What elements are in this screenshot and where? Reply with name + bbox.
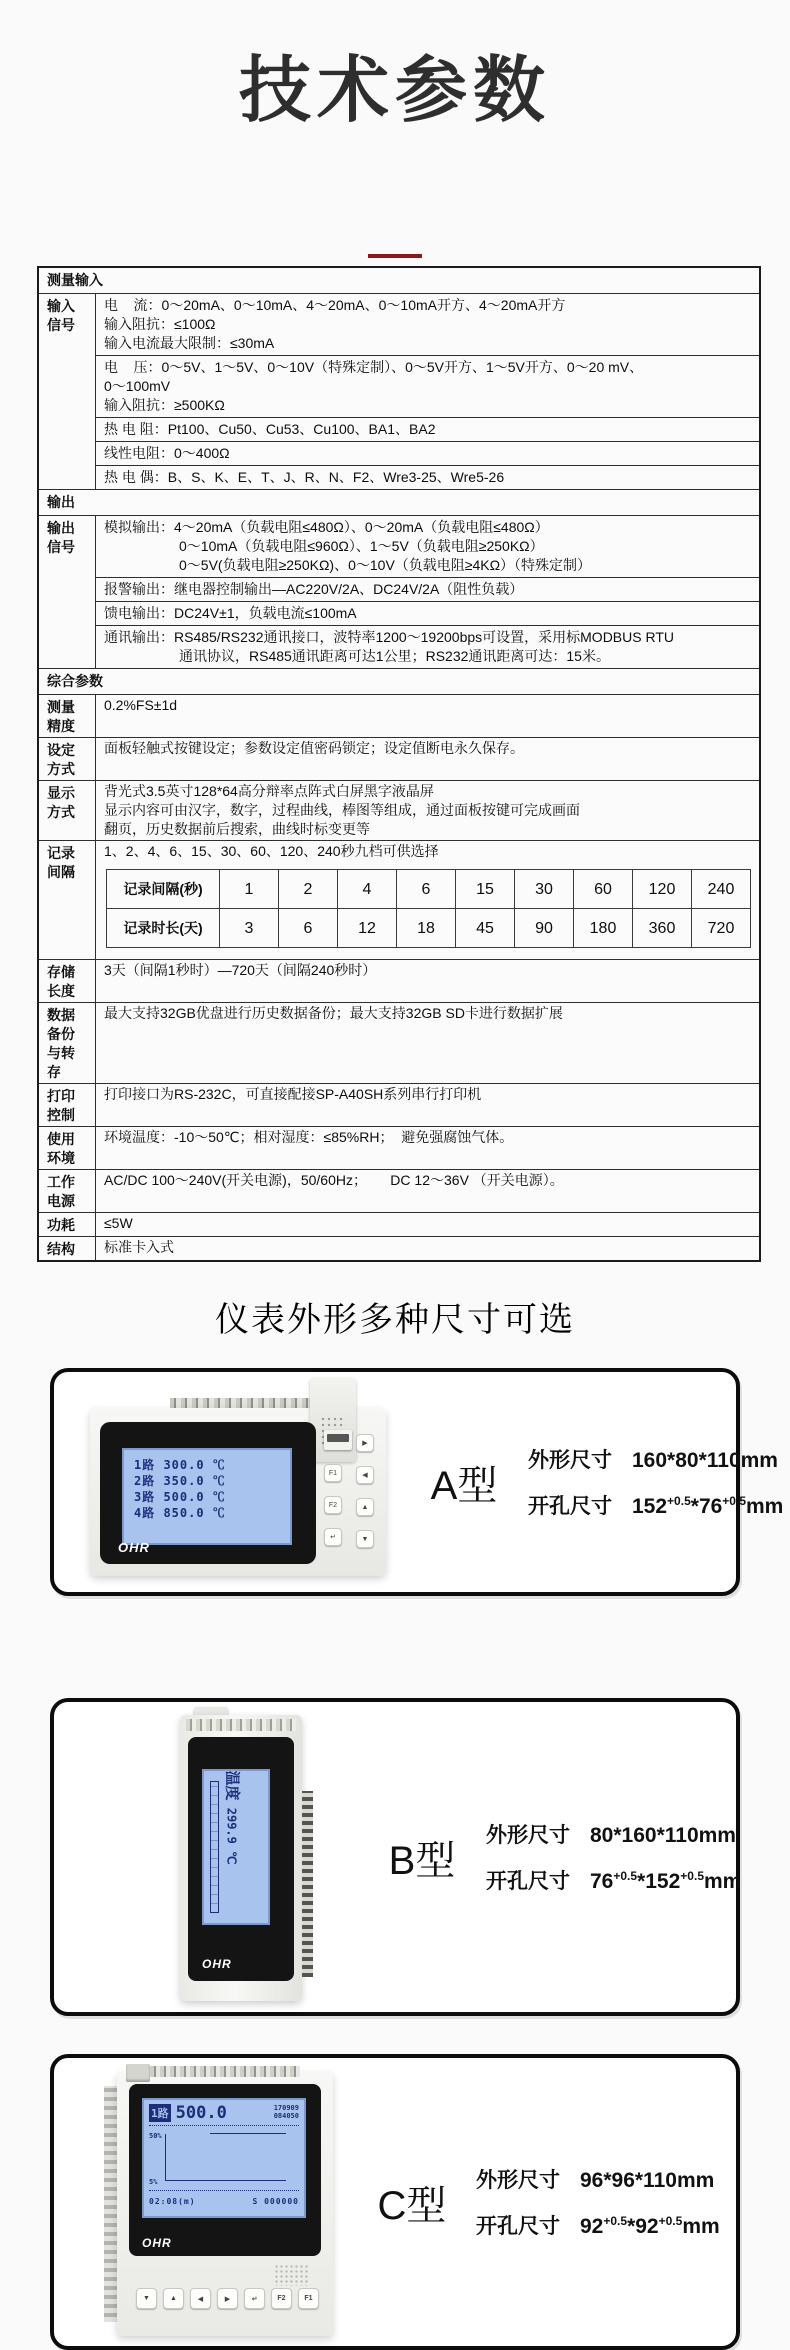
interval-cell: 360 — [633, 909, 692, 948]
interval-cell: 12 — [338, 909, 397, 948]
interval-row-label: 记录间隔(秒) — [107, 870, 220, 909]
section-header-output: 输出 — [38, 490, 760, 516]
input-rtd-spec: 热 电 阻：Pt100、Cu50、Cu53、Cu100、BA1、BA2 — [96, 418, 759, 442]
interval-seconds-row — [107, 870, 751, 909]
product-card-c — [50, 2054, 740, 2350]
front-panel — [129, 2084, 321, 2256]
interval-cell: 240 — [692, 870, 751, 909]
lcd-rotated-text: 温度 299.9 ℃ — [223, 1770, 242, 1865]
spec-row-storage — [38, 960, 760, 1003]
lcd-bargraph — [210, 1781, 219, 1913]
product-card-b — [50, 1698, 740, 2016]
row-label-environment: 使用环境 — [38, 1127, 96, 1170]
lcd-trend-chart — [149, 2125, 299, 2191]
interval-row-label: 记录时长(天) — [107, 909, 220, 948]
print-value: 打印接口为RS-232C，可直接配接SP-A40SH系列串行打印机 — [96, 1084, 761, 1127]
row-label-power: 工作电源 — [38, 1170, 96, 1213]
hole-size-label: 开孔尺寸 — [486, 1870, 570, 1893]
model-type-a: A型 — [430, 1463, 498, 1508]
keypad-column-2 — [356, 1434, 374, 1548]
front-panel — [100, 1422, 316, 1564]
spec-row-print — [38, 1084, 760, 1127]
lcd-line: 4路 850.0 ℃ — [134, 1506, 226, 1520]
brand-logo: OHR — [202, 1957, 232, 1971]
enter-key: ↵ — [244, 2288, 265, 2309]
interval-cell: 6 — [397, 870, 456, 909]
lcd-channel-chip: 1路 — [149, 2104, 171, 2122]
lcd-datetime: 170909 084050 — [273, 2104, 299, 2120]
page-title: 技术参数 — [238, 51, 551, 131]
dimensions-b — [486, 1819, 741, 1895]
interval-cell: 2 — [279, 870, 338, 909]
storage-value: 3天（间隔1秒时）—720天（间隔240秒时） — [96, 960, 761, 1003]
hole-size-value: $152^{+0.5}*76^{+0.5}mm$ — [632, 1494, 784, 1518]
outline-size-value: 160*80*110mm — [632, 1449, 778, 1472]
record-days-row — [107, 909, 751, 948]
spec-row-setting — [38, 738, 760, 781]
input-voltage-spec: 电 压：0～5V、1～5V、0～10V（特殊定制）、0～5V开方、1～5V开方、0～20 mV、 0～100mV 输入阻抗：≥500KΩ — [96, 356, 759, 418]
brand-logo: OHR — [142, 2236, 172, 2250]
interval-cell: 60 — [574, 870, 633, 909]
dimensions-a — [528, 1444, 783, 1520]
up-arrow-key: ▲ — [163, 2288, 184, 2309]
terminal-strip — [150, 2066, 300, 2077]
input-thermocouple-spec: 热 电 偶：B、S、K、E、T、J、R、N、F2、Wre3-25、Wre5-26 — [104, 469, 505, 485]
lcd-scale-top: 50% — [149, 2132, 162, 2140]
interval-cell: 120 — [633, 870, 692, 909]
side-fins — [104, 2086, 117, 2322]
lcd-step-trace — [165, 2134, 286, 2181]
f2-key: F2 — [324, 1496, 342, 1514]
outline-size-label: 外形尺寸 — [476, 2169, 560, 2192]
interval-cell: 18 — [397, 909, 456, 948]
setting-value: 面板轻触式按键设定；参数设定值密码锁定；设定值断电永久保存。 — [96, 738, 761, 781]
lcd-line: 2路 350.0 ℃ — [134, 1474, 226, 1488]
lcd-elapsed: 02:08(m) — [149, 2197, 196, 2206]
row-label-structure: 结构 — [38, 1237, 96, 1262]
product-photo-a — [84, 1378, 414, 1586]
row-label-accuracy: 测量精度 — [38, 695, 96, 738]
enter-key: ↵ — [324, 1528, 342, 1546]
interval-cell: 720 — [692, 909, 751, 948]
hole-size-value: $76^{+0.5}*152^{+0.5}mm$ — [590, 1869, 742, 1893]
interval-cell: 1 — [220, 870, 279, 909]
consumption-value: ≤5W — [96, 1213, 761, 1237]
hole-size-value: $92^{+0.5}*92^{+0.5}mm$ — [580, 2214, 720, 2238]
keypad-row — [136, 2288, 319, 2309]
interval-cell: 4 — [338, 870, 397, 909]
record-interval-table — [106, 869, 751, 948]
outline-size-label: 外形尺寸 — [528, 1449, 612, 1472]
up-arrow-key: ▲ — [356, 1498, 374, 1516]
section-row-general — [38, 669, 760, 695]
row-label-input-signal: 输入信号 — [38, 294, 96, 490]
row-label-setting: 设定方式 — [38, 738, 96, 781]
interval-cell: 6 — [279, 909, 338, 948]
spec-row-display — [38, 781, 760, 841]
spec-row-output-signal — [38, 516, 760, 669]
outline-size-label: 外形尺寸 — [486, 1824, 570, 1847]
row-label-record-interval: 记录间隔 — [38, 841, 96, 960]
spec-row-input-signal — [38, 294, 760, 490]
f1-key: F1 — [298, 2288, 319, 2309]
terminal-strip — [302, 1791, 313, 1977]
hole-size-label: 开孔尺寸 — [528, 1495, 612, 1518]
f2-key: F2 — [271, 2288, 292, 2309]
input-linear-resistance-spec: 线性电阻：0～400Ω — [96, 442, 759, 466]
section-header-general: 综合参数 — [38, 669, 760, 695]
left-arrow-key: ◀ — [356, 1466, 374, 1484]
top-vents — [186, 1719, 296, 1731]
hole-size-label: 开孔尺寸 — [476, 2215, 560, 2238]
record-interval-value: 1、2、4、6、15、30、60、120、240秒九档可供选择 记录间隔(秒) 1 2 4 6 15 30 60 120 240 记录时长(天) 3 6 12 18 45 90 180 360 720 — [96, 841, 761, 960]
output-analog-spec: 模拟输出：4～20mA（负载电阻≤480Ω）、0～20mA（负载电阻≤480Ω） 0～10mA（负载电阻≤960Ω）、1～5V（负载电阻≥250KΩ） 0～5V(负载电阻≥250KΩ)、0～10V（负载电阻≥4KΩ）（特殊定制） — [96, 516, 759, 578]
spec-row-backup — [38, 1003, 760, 1084]
products-heading: 仪表外形多种尺寸可选 — [215, 1301, 575, 1339]
input-current-spec: 电 流：0～20mA、0～10mA、4～20mA、0～10mA开方、4～20mA开方 输入阻抗：≤100Ω 输入电流最大限制：≤30mA — [96, 294, 759, 356]
title-underline-accent — [368, 254, 422, 258]
backup-value: 最大支持32GB优盘进行历史数据备份；最大支持32GB SD卡进行数据扩展 — [96, 1003, 761, 1084]
usb-port — [324, 1430, 352, 1450]
interval-cell: 15 — [456, 870, 515, 909]
row-label-output-signal: 输出信号 — [38, 516, 96, 669]
lcd-value: 500.0 — [175, 2103, 227, 2123]
outline-size-value: 96*96*110mm — [580, 2169, 715, 2192]
mounting-clip — [126, 2064, 150, 2082]
row-label-consumption: 功耗 — [38, 1213, 96, 1237]
product-photo-b — [142, 1707, 372, 2007]
lcd-status: S 000000 — [252, 2197, 299, 2206]
spec-row-power — [38, 1170, 760, 1213]
spec-row-consumption — [38, 1213, 760, 1237]
output-comm-spec: 通讯输出：RS485/RS232通讯接口，波特率1200～19200bps可设置，采用标MODBUS RTU 通讯协议，RS485通讯距离可达1公里；RS232通讯距离可达：15米。 — [104, 629, 675, 664]
keypad-column-1 — [324, 1464, 342, 1546]
interval-cell: 45 — [456, 909, 515, 948]
down-arrow-key: ▼ — [136, 2288, 157, 2309]
left-arrow-key: ◀ — [190, 2288, 211, 2309]
output-alarm-spec: 报警输出：继电器控制输出—AC220V/2A、DC24V/2A（阻性负载） — [96, 578, 759, 602]
spec-row-structure — [38, 1237, 760, 1262]
f1-key: F1 — [324, 1464, 342, 1482]
front-panel — [188, 1737, 294, 1981]
spec-row-environment — [38, 1127, 760, 1170]
speaker-dots — [274, 2264, 308, 2286]
interval-cell: 180 — [574, 909, 633, 948]
outline-size-value: 80*160*110mm — [590, 1824, 736, 1847]
section-row-measure-input — [38, 267, 760, 294]
interval-cell: 90 — [515, 909, 574, 948]
spec-table — [37, 266, 761, 1262]
section-row-output — [38, 490, 760, 516]
accuracy-value: 0.2%FS±1d — [96, 695, 761, 738]
environment-value: 环境温度：-10～50℃；相对湿度：≤85%RH； 避免强腐蚀气体。 — [96, 1127, 761, 1170]
product-photo-c — [102, 2064, 362, 2340]
display-value: 背光式3.5英寸128*64高分辩率点阵式白屏黑字液晶屏 显示内容可由汉字，数字，过程曲线，棒图等组成，通过面板按键可完成画面 翻页，历史数据前后搜索，曲线时标变更等 — [96, 781, 761, 841]
power-value: AC/DC 100～240V(开关电源)，50/60Hz； DC 12～36V （开关电源）。 — [96, 1170, 761, 1213]
row-label-storage: 存储长度 — [38, 960, 96, 1003]
structure-value: 标准卡入式 — [96, 1237, 761, 1262]
model-type-b: B型 — [388, 1838, 456, 1883]
lcd-line: 3路 500.0 ℃ — [134, 1490, 226, 1504]
spec-row-record-interval — [38, 841, 760, 960]
lcd-screen — [202, 1769, 270, 1925]
model-type-c: C型 — [377, 2183, 447, 2228]
lcd-scale-bottom: 5% — [149, 2178, 158, 2186]
output-feed-spec: 馈电输出：DC24V±1，负载电流≤100mA — [96, 602, 759, 626]
section-header-measure-input: 测量输入 — [38, 267, 760, 294]
lcd-line: 1路 300.0 ℃ — [134, 1458, 226, 1472]
lcd-screen — [142, 2098, 306, 2218]
interval-cell: 30 — [515, 870, 574, 909]
lcd-screen — [122, 1448, 292, 1545]
brand-logo: OHR — [118, 1540, 150, 1555]
right-arrow-key: ▶ — [356, 1434, 374, 1452]
row-label-backup: 数据备份与转存 — [38, 1003, 96, 1084]
right-arrow-key: ▶ — [217, 2288, 238, 2309]
interval-cell: 3 — [220, 909, 279, 948]
row-label-display: 显示方式 — [38, 781, 96, 841]
row-label-print: 打印控制 — [38, 1084, 96, 1127]
down-arrow-key: ▼ — [356, 1530, 374, 1548]
dimensions-c — [476, 2164, 720, 2240]
product-card-a — [50, 1368, 784, 1596]
spec-row-accuracy — [38, 695, 760, 738]
